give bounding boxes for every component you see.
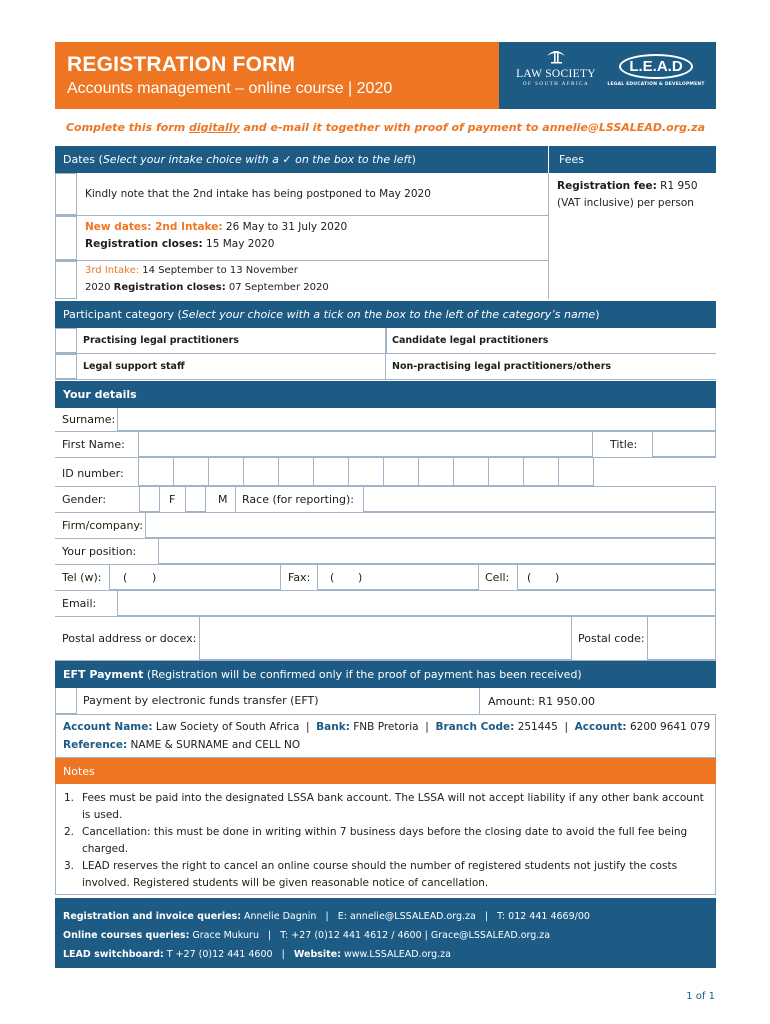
footer-switchboard-label: LEAD switchboard:	[63, 949, 164, 960]
cat-candidate-checkbox[interactable]	[386, 328, 387, 353]
fees-heading: Fees	[548, 146, 584, 173]
footer-registration-label: Registration and invoice queries:	[63, 911, 242, 922]
gender-female-checkbox[interactable]	[139, 487, 160, 512]
cat-practising-checkbox[interactable]	[55, 328, 77, 353]
intake-2-info	[85, 219, 347, 253]
notes-heading: Notes	[63, 764, 95, 778]
law-society-name: LAW SOCIETY	[516, 68, 596, 80]
intake-2-checkbox[interactable]	[55, 216, 77, 260]
footer-website-label: Website:	[293, 949, 341, 960]
eft-amount: Amount: R1 950.00	[488, 695, 596, 708]
dates-heading-bar	[55, 146, 716, 173]
id-digit-box[interactable]	[138, 458, 174, 486]
gender-female-label: F	[169, 493, 176, 506]
postal-field[interactable]	[199, 617, 572, 660]
note-number: 1.	[64, 792, 75, 804]
surname-row	[55, 408, 716, 432]
fees-column	[548, 173, 716, 299]
email-field[interactable]	[117, 591, 716, 616]
postal-row	[55, 617, 716, 661]
intake-3-checkbox[interactable]	[55, 261, 77, 299]
intake-3-close-label: Registration closes:	[113, 282, 226, 293]
bank-label: Bank:	[316, 721, 350, 733]
branch-value: 251445 |	[514, 721, 575, 733]
intake-3-close: 07 September 2020	[225, 282, 329, 293]
cat-practising-label: Practising legal practitioners	[83, 335, 239, 346]
footer-online-label: Online courses queries:	[63, 930, 190, 941]
details-heading-bar	[55, 381, 716, 408]
eft-method: Payment by electronic funds transfer (EFT)	[83, 694, 319, 707]
surname-field[interactable]	[117, 408, 716, 431]
intro-underlined: digitally	[189, 121, 240, 134]
cell-paren-close: )	[555, 571, 560, 584]
intake-3-info	[85, 262, 329, 296]
intake-3-dates: 14 September to 13 November	[139, 265, 298, 276]
id-digit-box[interactable]	[488, 458, 524, 486]
note-text: Fees must be paid into the designated LSSA bank account. The LSSA will not accept liability if any other bank account is used.	[82, 792, 704, 821]
participant-row-2	[55, 354, 716, 380]
dates-section	[55, 146, 716, 293]
position-label: Your position:	[62, 545, 137, 558]
intake-notice-checkbox-area	[55, 173, 77, 215]
account-name-label: Account Name:	[63, 721, 153, 733]
participant-heading-suffix: )	[595, 308, 600, 321]
gender-male-label: M	[218, 493, 228, 506]
email-row	[55, 591, 716, 617]
participant-heading-prefix: Participant category (	[63, 308, 182, 321]
postal-code-label: Postal code:	[578, 632, 645, 645]
form-title: REGISTRATION FORM	[67, 53, 296, 76]
participant-heading-italic: Select your choice with a tick on the box to the left of the category’s name	[181, 308, 596, 321]
details-heading: Your details	[63, 388, 137, 401]
branch-label: Branch Code:	[435, 721, 515, 733]
page-number: 1 of 1	[686, 991, 715, 1002]
id-digit-box[interactable]	[278, 458, 314, 486]
cat-nonpractising-label: Non-practising legal practitioners/others	[392, 361, 612, 372]
firm-row	[55, 513, 716, 539]
notes-heading-bar	[55, 758, 716, 784]
contact-footer	[55, 898, 716, 968]
header-title-block	[55, 42, 499, 109]
title-label: Title:	[610, 438, 638, 451]
cell-label: Cell:	[485, 571, 510, 584]
id-digit-box[interactable]	[313, 458, 349, 486]
id-digit-box[interactable]	[523, 458, 559, 486]
lead-logo	[607, 54, 705, 87]
lead-logo-tag: LEGAL EDUCATION & DEVELOPMENT	[607, 82, 705, 87]
account-name: Law Society of South Africa |	[152, 721, 317, 733]
fax-label: Fax:	[288, 571, 311, 584]
form-subtitle: Accounts management – online course | 2020	[67, 80, 393, 97]
firm-field[interactable]	[145, 513, 716, 538]
intake-2-label: New dates: 2nd Intake:	[85, 221, 223, 233]
firm-label: Firm/company:	[62, 519, 143, 532]
id-digit-box[interactable]	[173, 458, 209, 486]
surname-label: Surname:	[62, 413, 116, 426]
race-label: Race (for reporting):	[242, 493, 354, 506]
fax-paren-open: (	[330, 571, 335, 584]
cell-field[interactable]	[517, 565, 716, 590]
id-digit-box[interactable]	[558, 458, 594, 486]
gender-label: Gender:	[62, 493, 107, 506]
cell-paren-open: (	[527, 571, 532, 584]
eft-heading-bold: EFT Payment	[63, 668, 144, 681]
dates-heading-suffix: )	[411, 153, 416, 166]
eft-checkbox[interactable]	[55, 688, 77, 714]
eft-heading-bar	[55, 661, 716, 688]
tel-paren-open: (	[123, 571, 128, 584]
account-label: Account:	[574, 721, 627, 733]
note-item	[64, 824, 705, 858]
note-text: Cancellation: this must be done in writing within 7 business days before the closing date to avoid the full fee being charged.	[82, 826, 688, 855]
page-header	[55, 42, 716, 109]
note-item	[64, 858, 705, 892]
id-digit-box[interactable]	[348, 458, 384, 486]
participant-heading-bar	[55, 301, 716, 328]
lead-logo-text: L.E.A.D	[619, 54, 692, 79]
divider	[385, 354, 386, 379]
note-number: 3.	[64, 860, 75, 872]
reference-label: Reference:	[63, 739, 128, 751]
gender-male-checkbox[interactable]	[185, 487, 206, 512]
title-field[interactable]	[652, 432, 716, 457]
dates-heading-prefix: Dates (	[63, 153, 103, 166]
first-name-row	[55, 432, 716, 458]
gender-row	[55, 487, 716, 513]
fee-value: R1 950	[656, 180, 698, 192]
id-digit-box[interactable]	[418, 458, 454, 486]
tel-paren-close: )	[152, 571, 157, 584]
id-digit-box[interactable]	[243, 458, 279, 486]
tel-label: Tel (w):	[62, 571, 102, 584]
eft-row	[55, 688, 716, 715]
fee-label: Registration fee:	[557, 180, 657, 192]
cat-candidate-label: Candidate legal practitioners	[392, 335, 549, 346]
id-number-label: ID number:	[62, 467, 124, 480]
first-name-field[interactable]	[138, 432, 593, 457]
divider	[235, 487, 236, 512]
id-digit-box[interactable]	[453, 458, 489, 486]
header-logos	[499, 42, 716, 109]
dates-heading-italic-b: on the box to the left	[291, 153, 412, 166]
fax-field[interactable]	[317, 565, 479, 590]
reference-value: NAME & SURNAME and CELL NO	[127, 739, 301, 751]
position-row	[55, 539, 716, 565]
fax-paren-close: )	[358, 571, 363, 584]
intake-3-label: 3rd Intake:	[85, 265, 140, 276]
first-name-label: First Name:	[62, 438, 125, 451]
participant-row-1	[55, 328, 716, 354]
intro-prefix: Complete this form	[65, 121, 190, 134]
bank-details	[55, 715, 716, 758]
tel-field[interactable]	[109, 565, 281, 590]
footer-switchboard-text: T +27 (0)12 441 4600 |	[163, 949, 294, 960]
note-text: LEAD reserves the right to cancel an online course should the number of registered students not justify the costs involved. Registered students will be given reasonable notice of cancellation.	[82, 860, 678, 889]
id-number-row	[55, 458, 716, 487]
intake-notice: Kindly note that the 2nd intake has being postponed to May 2020	[85, 188, 431, 200]
intake-2-close: 15 May 2020	[202, 238, 275, 250]
intake-2-close-label: Registration closes:	[85, 238, 203, 250]
intake-3-year: 2020	[85, 282, 114, 293]
position-field[interactable]	[158, 539, 716, 564]
notes-list	[55, 784, 716, 895]
race-field[interactable]	[363, 487, 716, 512]
intro-suffix: and e-mail it together with proof of payment to annelie@LSSALEAD.org.za	[239, 121, 705, 134]
email-label: Email:	[62, 597, 97, 610]
eft-heading-rest: (Registration will be confirmed only if the proof of payment has been received)	[143, 668, 582, 681]
bank-value: FNB Pretoria |	[349, 721, 436, 733]
id-digit-box[interactable]	[383, 458, 419, 486]
tick-icon: ✓	[282, 153, 292, 166]
divider	[479, 688, 480, 714]
law-society-logo	[513, 48, 599, 89]
fee-note: (VAT inclusive) per person	[557, 197, 694, 209]
note-number: 2.	[64, 826, 75, 838]
footer-online-text: Grace Mukuru | T: +27 (0)12 441 4612 / 4600 | Grace@LSSALEAD.org.za	[189, 930, 551, 941]
law-society-sub: OF SOUTH AFRICA	[522, 82, 590, 87]
cat-support-checkbox[interactable]	[55, 354, 77, 379]
cat-support-label: Legal support staff	[83, 361, 185, 372]
footer-registration-text: Annelie Dagnin | E: annelie@LSSALEAD.org.za | T: 012 441 4669/00	[241, 911, 590, 922]
dates-heading-italic-a: Select your intake choice with a	[102, 153, 283, 166]
postal-code-field[interactable]	[647, 617, 716, 660]
note-item	[64, 790, 705, 824]
footer-website: www.LSSALEAD.org.za	[340, 949, 451, 960]
intro-instruction	[55, 121, 716, 134]
postal-label: Postal address or docex:	[62, 632, 197, 645]
id-digit-box[interactable]	[208, 458, 244, 486]
account-value: 6200 9641 079	[626, 721, 711, 733]
divider	[55, 260, 548, 261]
phone-row	[55, 565, 716, 591]
pillar-icon	[513, 48, 599, 68]
divider	[55, 215, 548, 216]
intake-2-dates: 26 May to 31 July 2020	[222, 221, 348, 233]
